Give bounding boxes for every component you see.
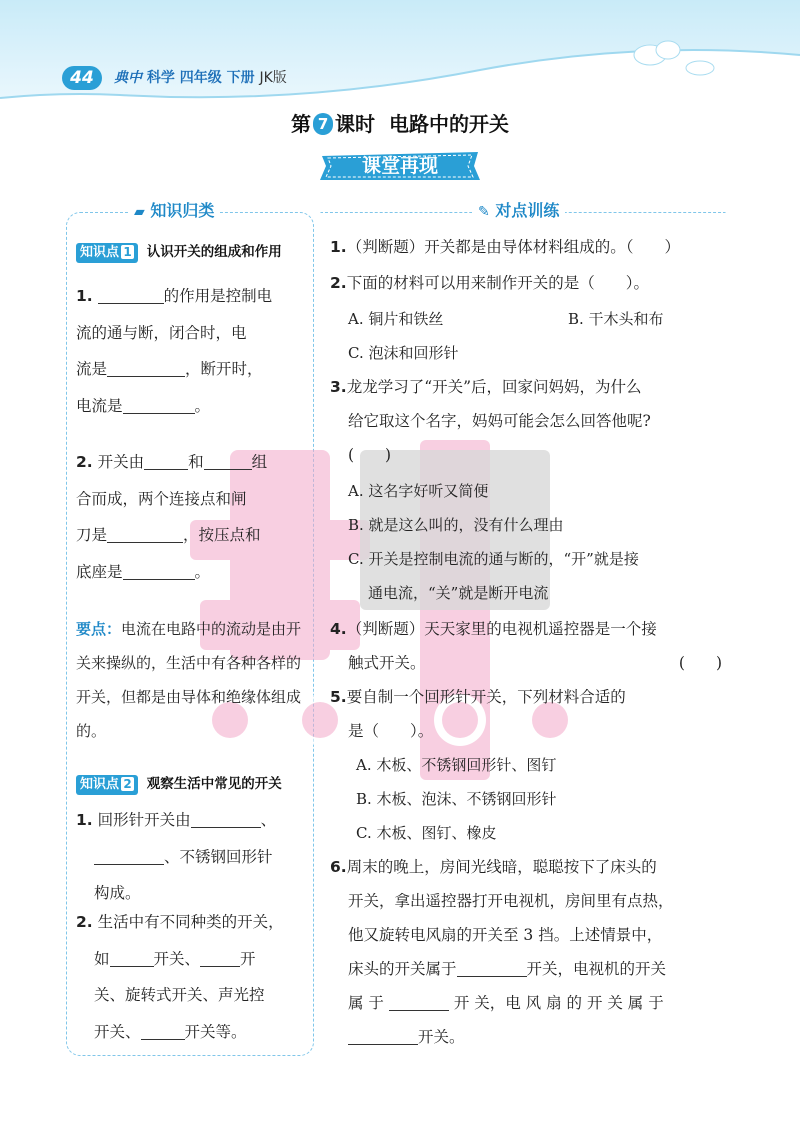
section-banner-label: 课堂再现 bbox=[361, 155, 438, 177]
fill-blank[interactable] bbox=[98, 287, 164, 304]
question-3-option-c[interactable]: C. 开关是控制电流的通与断的，“开”就是接 通电流，“关”就是断开电流 bbox=[348, 550, 639, 602]
fill-blank[interactable] bbox=[110, 950, 154, 967]
fill-blank[interactable] bbox=[348, 1028, 418, 1045]
fill-blank[interactable] bbox=[107, 360, 185, 377]
fill-blank[interactable] bbox=[141, 1023, 185, 1040]
lesson-prefix: 第 bbox=[291, 112, 312, 136]
question-2-option-c[interactable]: C. 泡沫和回形针 bbox=[348, 344, 459, 362]
section-banner bbox=[318, 150, 482, 182]
page-number: 44 bbox=[62, 66, 102, 90]
question-5-option-c[interactable]: C. 木板、图钉、橡皮 bbox=[356, 824, 497, 842]
knowledge-point-2-header bbox=[76, 772, 282, 795]
question-2: 2.下面的材料可以用来制作开关的是（ ）。 bbox=[330, 274, 649, 292]
brand-logo: 典中 bbox=[114, 70, 142, 86]
pencil-icon: ✎ bbox=[478, 204, 490, 220]
key-point-label: 要点： bbox=[76, 620, 122, 638]
knowledge-point-1-label: 认识开关的组成和作用 bbox=[146, 244, 282, 260]
question-3: 3.龙龙学习了“开关”后，回家问妈妈，为什么 给它取这个名字，妈妈可能会怎么回答他呢? ( ) bbox=[330, 378, 651, 464]
fill-blank[interactable] bbox=[123, 563, 195, 580]
fill-blank[interactable] bbox=[94, 848, 164, 865]
knowledge-point-2-label: 观察生活中常见的开关 bbox=[146, 776, 282, 792]
fill-blank[interactable] bbox=[144, 453, 188, 470]
fill-blank[interactable] bbox=[204, 453, 252, 470]
left-item-4: 2. 生活中有不同种类的开关， 如 开关、 开 关、旋转式开关、声光控 开关、 开关等。 bbox=[76, 913, 284, 1041]
key-point-text: 电流在电路中的流动是由开关来操纵的，生活中有各种各样的开关，但都是由导体和绝缘体组成的。 bbox=[76, 620, 302, 740]
lesson-suffix: 课时 bbox=[335, 112, 376, 136]
left-column-title bbox=[128, 198, 220, 221]
lesson-name: 电路中的开关 bbox=[388, 112, 509, 136]
folder-icon: ▰ bbox=[134, 204, 145, 220]
question-6: 6.周末的晚上，房间光线暗，聪聪按下了床头的 开关，拿出遥控器打开电视机，房间里有点热， 他又旋转电风扇的开关至 3 挡。上述情景中， 床头的开关属于 开关，电视机的开关 属 于 开 关，电 风 扇 的 开 关 属 于 开关。 bbox=[330, 858, 674, 1046]
right-title-text: 对点训练 bbox=[495, 201, 560, 220]
lesson-number: 7 bbox=[313, 113, 333, 135]
fill-blank[interactable] bbox=[200, 950, 240, 967]
fill-blank[interactable] bbox=[389, 994, 449, 1011]
question-3-option-b[interactable]: B. 就是这么叫的，没有什么理由 bbox=[348, 516, 564, 534]
key-point-note bbox=[76, 612, 308, 748]
lesson-title bbox=[0, 108, 800, 137]
left-item-2: 2. 开关由 和 组 合而成，两个连接点和闸 刀是 ，按压点和 底座是 。 bbox=[76, 453, 268, 581]
fill-blank[interactable] bbox=[457, 960, 527, 977]
question-4: 4.（判断题）天天家里的电视机遥控器是一个接 触式开关。 ( ) bbox=[330, 620, 722, 672]
left-title-text: 知识归类 bbox=[150, 201, 215, 220]
knowledge-point-1-header bbox=[76, 240, 282, 263]
book-edition: JK版 bbox=[259, 70, 287, 86]
question-5-option-a[interactable]: A. 木板、不锈钢回形针、图钉 bbox=[356, 756, 557, 774]
fill-blank[interactable] bbox=[107, 526, 183, 543]
fill-blank[interactable] bbox=[123, 397, 195, 414]
question-5-option-b[interactable]: B. 木板、泡沫、不锈钢回形针 bbox=[356, 790, 557, 808]
question-5: 5.要自制一个回形针开关，下列材料合适的 是（ ）。 bbox=[330, 688, 626, 740]
book-info bbox=[114, 67, 287, 87]
left-item-1: 1. 的作用是控制电 流的通与断，闭合时，电 流是 ，断开时， 电流是 。 bbox=[76, 287, 273, 415]
question-1: 1.（判断题）开关都是由导体材料组成的。（ ） bbox=[330, 238, 680, 256]
knowledge-tag: 知识点 2 bbox=[76, 775, 138, 795]
right-column-title bbox=[472, 198, 565, 221]
question-2-option-b[interactable]: B. 干木头和布 bbox=[568, 310, 664, 328]
left-item-3: 1. 回形针开关由 、 、不锈钢回形针 构成。 bbox=[76, 811, 277, 902]
header-band bbox=[0, 0, 800, 108]
fill-blank[interactable] bbox=[191, 811, 261, 828]
question-3-option-a[interactable]: A. 这名字好听又简便 bbox=[348, 482, 489, 500]
question-2-option-a[interactable]: A. 铜片和铁丝 bbox=[348, 310, 444, 328]
knowledge-tag: 知识点 1 bbox=[76, 243, 138, 263]
book-title: 科学 四年级 下册 bbox=[146, 70, 255, 86]
